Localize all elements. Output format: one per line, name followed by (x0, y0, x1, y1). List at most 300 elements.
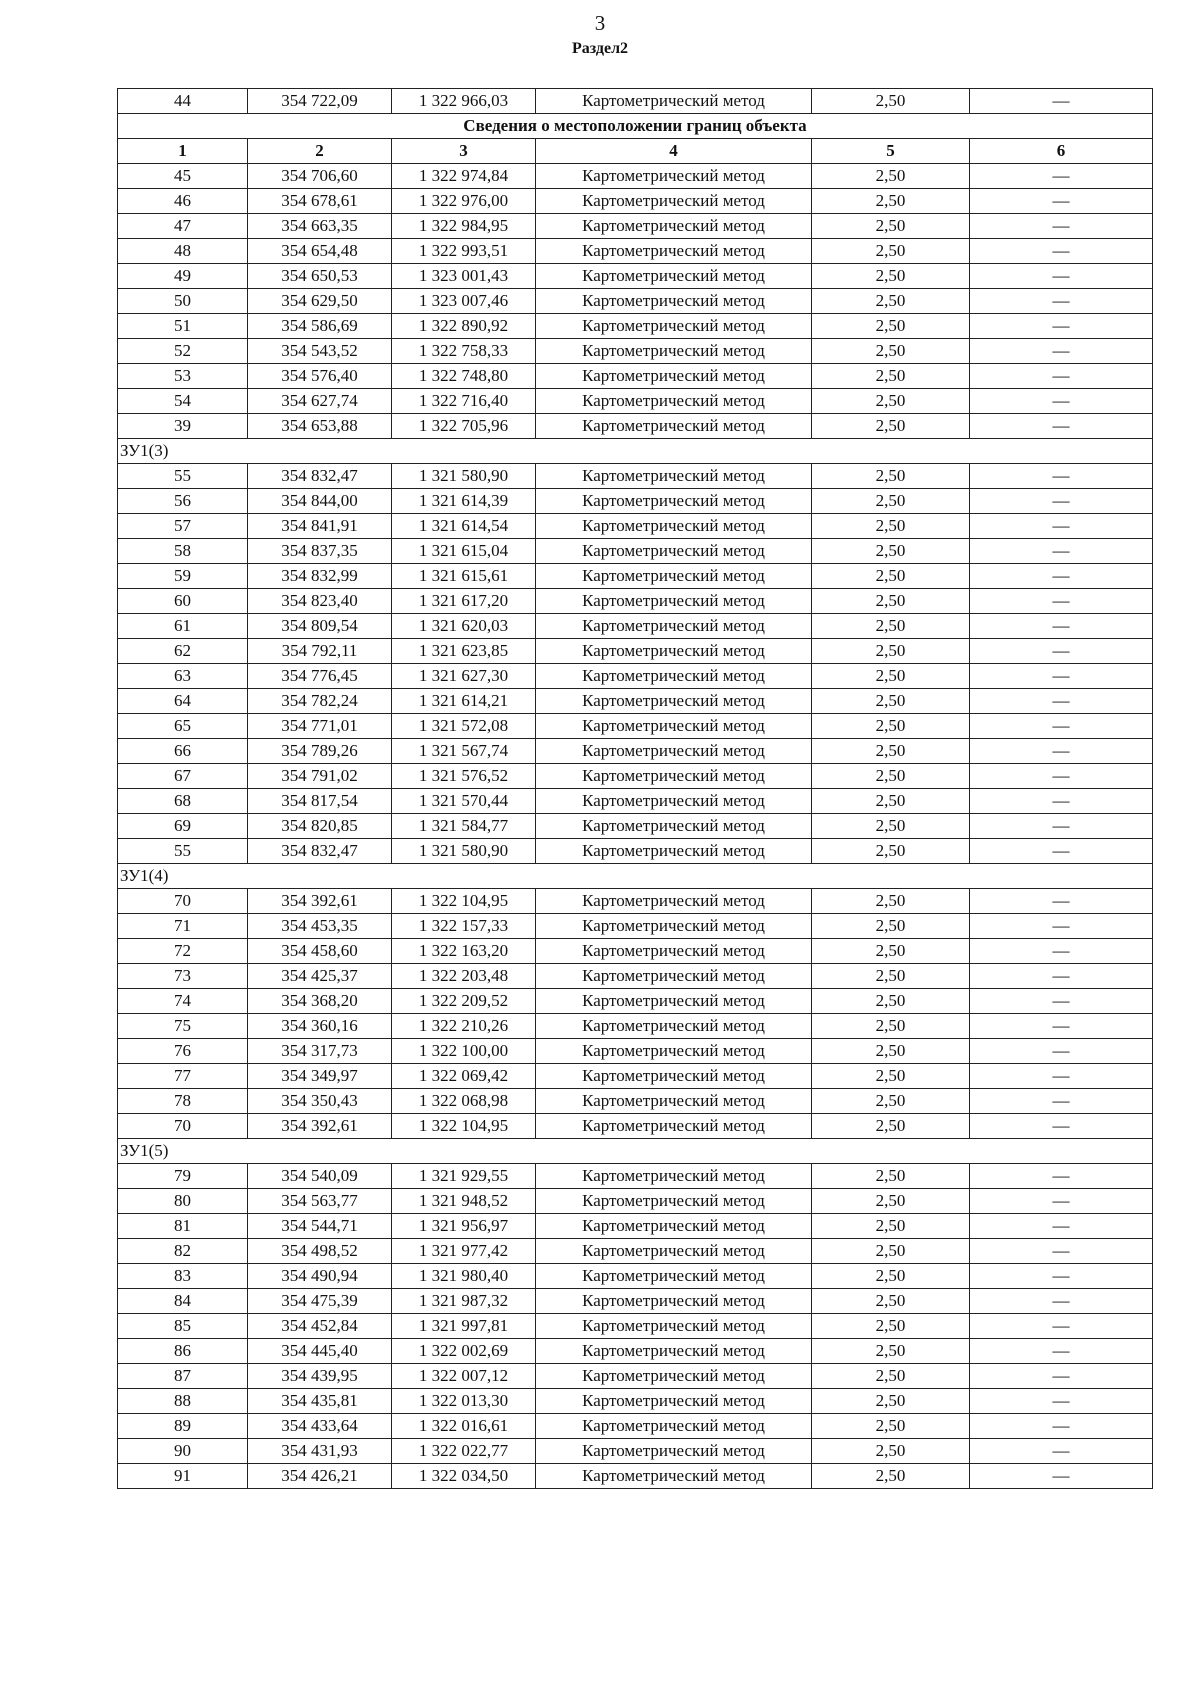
y-coordinate-cell: 1 321 627,30 (392, 664, 536, 689)
table-row (118, 739, 1153, 764)
precision-cell: 2,50 (812, 1364, 970, 1389)
table-row (118, 1314, 1153, 1339)
method-cell: Картометрический метод (536, 189, 812, 214)
precision-cell: 2,50 (812, 914, 970, 939)
table-row (118, 464, 1153, 489)
point-number-cell: 50 (118, 289, 248, 314)
note-cell: — (970, 814, 1153, 839)
note-cell: — (970, 589, 1153, 614)
y-coordinate-cell: 1 322 705,96 (392, 414, 536, 439)
note-cell: — (970, 839, 1153, 864)
point-number-cell: 61 (118, 614, 248, 639)
page-number: 3 (594, 11, 606, 35)
table-row (118, 314, 1153, 339)
y-coordinate-cell: 1 322 966,03 (392, 89, 536, 114)
table-row (118, 89, 1153, 114)
y-coordinate-cell: 1 322 002,69 (392, 1339, 536, 1364)
table-row (118, 889, 1153, 914)
y-coordinate-cell: 1 323 007,46 (392, 289, 536, 314)
table-row (118, 764, 1153, 789)
table-body (118, 89, 1153, 1489)
note-cell: — (970, 1014, 1153, 1039)
precision-cell: 2,50 (812, 289, 970, 314)
precision-cell: 2,50 (812, 714, 970, 739)
table-row (118, 189, 1153, 214)
method-cell: Картометрический метод (536, 1464, 812, 1489)
precision-cell: 2,50 (812, 989, 970, 1014)
y-coordinate-cell: 1 321 977,42 (392, 1239, 536, 1264)
y-coordinate-cell: 1 322 007,12 (392, 1364, 536, 1389)
note-cell: — (970, 1339, 1153, 1364)
table-row (118, 964, 1153, 989)
table-row (118, 589, 1153, 614)
point-number-cell: 70 (118, 1114, 248, 1139)
point-number-cell: 82 (118, 1239, 248, 1264)
y-coordinate-cell: 1 321 614,39 (392, 489, 536, 514)
x-coordinate-cell: 354 543,52 (248, 339, 392, 364)
note-cell: — (970, 1389, 1153, 1414)
precision-cell: 2,50 (812, 1339, 970, 1364)
table-row (118, 1439, 1153, 1464)
x-coordinate-cell: 354 317,73 (248, 1039, 392, 1064)
precision-cell: 2,50 (812, 214, 970, 239)
note-cell: — (970, 1364, 1153, 1389)
point-number-cell: 55 (118, 464, 248, 489)
note-cell: — (970, 989, 1153, 1014)
note-cell: — (970, 1264, 1153, 1289)
table-row (118, 1339, 1153, 1364)
point-number-cell: 51 (118, 314, 248, 339)
point-number-cell: 72 (118, 939, 248, 964)
note-cell: — (970, 1164, 1153, 1189)
table-row (118, 789, 1153, 814)
note-cell: — (970, 1314, 1153, 1339)
x-coordinate-cell: 354 433,64 (248, 1414, 392, 1439)
table-row (118, 939, 1153, 964)
point-number-cell: 39 (118, 414, 248, 439)
precision-cell: 2,50 (812, 639, 970, 664)
method-cell: Картометрический метод (536, 1114, 812, 1139)
x-coordinate-cell: 354 453,35 (248, 914, 392, 939)
precision-cell: 2,50 (812, 1464, 970, 1489)
point-number-cell: 83 (118, 1264, 248, 1289)
x-coordinate-cell: 354 540,09 (248, 1164, 392, 1189)
precision-cell: 2,50 (812, 614, 970, 639)
note-cell: — (970, 364, 1153, 389)
table-row (118, 564, 1153, 589)
x-coordinate-cell: 354 452,84 (248, 1314, 392, 1339)
x-coordinate-cell: 354 439,95 (248, 1364, 392, 1389)
point-number-cell: 55 (118, 839, 248, 864)
method-cell: Картометрический метод (536, 589, 812, 614)
method-cell: Картометрический метод (536, 314, 812, 339)
precision-cell: 2,50 (812, 689, 970, 714)
note-cell: — (970, 1039, 1153, 1064)
table-row (118, 1389, 1153, 1414)
point-number-cell: 56 (118, 489, 248, 514)
note-cell: — (970, 514, 1153, 539)
x-coordinate-cell: 354 350,43 (248, 1089, 392, 1114)
table-row (118, 839, 1153, 864)
column-number-cell: 2 (248, 139, 392, 164)
precision-cell: 2,50 (812, 1164, 970, 1189)
x-coordinate-cell: 354 844,00 (248, 489, 392, 514)
x-coordinate-cell: 354 792,11 (248, 639, 392, 664)
note-cell: — (970, 214, 1153, 239)
note-cell: — (970, 689, 1153, 714)
x-coordinate-cell: 354 817,54 (248, 789, 392, 814)
note-cell: — (970, 1114, 1153, 1139)
y-coordinate-cell: 1 321 614,21 (392, 689, 536, 714)
method-cell: Картометрический метод (536, 939, 812, 964)
method-cell: Картометрический метод (536, 1314, 812, 1339)
precision-cell: 2,50 (812, 1239, 970, 1264)
x-coordinate-cell: 354 563,77 (248, 1189, 392, 1214)
note-cell: — (970, 664, 1153, 689)
x-coordinate-cell: 354 629,50 (248, 289, 392, 314)
y-coordinate-cell: 1 322 758,33 (392, 339, 536, 364)
y-coordinate-cell: 1 321 980,40 (392, 1264, 536, 1289)
section-label: ЗУ1(5) (118, 1139, 1153, 1164)
precision-cell: 2,50 (812, 1389, 970, 1414)
y-coordinate-cell: 1 322 016,61 (392, 1414, 536, 1439)
precision-cell: 2,50 (812, 239, 970, 264)
point-number-cell: 81 (118, 1214, 248, 1239)
x-coordinate-cell: 354 475,39 (248, 1289, 392, 1314)
y-coordinate-cell: 1 322 993,51 (392, 239, 536, 264)
point-number-cell: 89 (118, 1414, 248, 1439)
note-cell: — (970, 789, 1153, 814)
note-cell: — (970, 414, 1153, 439)
y-coordinate-cell: 1 322 890,92 (392, 314, 536, 339)
method-cell: Картометрический метод (536, 989, 812, 1014)
precision-cell: 2,50 (812, 789, 970, 814)
x-coordinate-cell: 354 445,40 (248, 1339, 392, 1364)
precision-cell: 2,50 (812, 1014, 970, 1039)
precision-cell: 2,50 (812, 814, 970, 839)
point-number-cell: 65 (118, 714, 248, 739)
point-number-cell: 74 (118, 989, 248, 1014)
y-coordinate-cell: 1 321 615,61 (392, 564, 536, 589)
point-number-cell: 58 (118, 539, 248, 564)
method-cell: Картометрический метод (536, 1064, 812, 1089)
y-coordinate-cell: 1 321 623,85 (392, 639, 536, 664)
table-row (118, 1214, 1153, 1239)
point-number-cell: 57 (118, 514, 248, 539)
precision-cell: 2,50 (812, 264, 970, 289)
x-coordinate-cell: 354 426,21 (248, 1464, 392, 1489)
note-cell: — (970, 289, 1153, 314)
x-coordinate-cell: 354 791,02 (248, 764, 392, 789)
point-number-cell: 48 (118, 239, 248, 264)
x-coordinate-cell: 354 653,88 (248, 414, 392, 439)
table-row (118, 1239, 1153, 1264)
method-cell: Картометрический метод (536, 1039, 812, 1064)
y-coordinate-cell: 1 321 614,54 (392, 514, 536, 539)
y-coordinate-cell: 1 321 567,74 (392, 739, 536, 764)
y-coordinate-cell: 1 322 203,48 (392, 964, 536, 989)
x-coordinate-cell: 354 650,53 (248, 264, 392, 289)
point-number-cell: 49 (118, 264, 248, 289)
y-coordinate-cell: 1 322 984,95 (392, 214, 536, 239)
x-coordinate-cell: 354 809,54 (248, 614, 392, 639)
y-coordinate-cell: 1 321 584,77 (392, 814, 536, 839)
precision-cell: 2,50 (812, 164, 970, 189)
precision-cell: 2,50 (812, 314, 970, 339)
table-row (118, 1364, 1153, 1389)
x-coordinate-cell: 354 368,20 (248, 989, 392, 1014)
point-number-cell: 67 (118, 764, 248, 789)
precision-cell: 2,50 (812, 364, 970, 389)
method-cell: Картометрический метод (536, 1389, 812, 1414)
point-number-cell: 62 (118, 639, 248, 664)
table-row (118, 339, 1153, 364)
note-cell: — (970, 639, 1153, 664)
method-cell: Картометрический метод (536, 689, 812, 714)
x-coordinate-cell: 354 820,85 (248, 814, 392, 839)
method-cell: Картометрический метод (536, 339, 812, 364)
column-number-cell: 3 (392, 139, 536, 164)
point-number-cell: 44 (118, 89, 248, 114)
note-cell: — (970, 389, 1153, 414)
table-row (118, 264, 1153, 289)
note-cell: — (970, 739, 1153, 764)
note-cell: — (970, 1414, 1153, 1439)
x-coordinate-cell: 354 654,48 (248, 239, 392, 264)
method-cell: Картометрический метод (536, 664, 812, 689)
x-coordinate-cell: 354 425,37 (248, 964, 392, 989)
y-coordinate-cell: 1 321 929,55 (392, 1164, 536, 1189)
x-coordinate-cell: 354 576,40 (248, 364, 392, 389)
table-row (118, 639, 1153, 664)
y-coordinate-cell: 1 321 615,04 (392, 539, 536, 564)
table-row (118, 1039, 1153, 1064)
table-row (118, 239, 1153, 264)
y-coordinate-cell: 1 322 069,42 (392, 1064, 536, 1089)
point-number-cell: 69 (118, 814, 248, 839)
column-number-cell: 1 (118, 139, 248, 164)
point-number-cell: 73 (118, 964, 248, 989)
section-label-row (118, 864, 1153, 889)
note-cell: — (970, 1064, 1153, 1089)
y-coordinate-cell: 1 322 013,30 (392, 1389, 536, 1414)
table-row (118, 689, 1153, 714)
table-row (118, 1114, 1153, 1139)
y-coordinate-cell: 1 322 748,80 (392, 364, 536, 389)
method-cell: Картометрический метод (536, 1189, 812, 1214)
table-row (118, 664, 1153, 689)
table-row (118, 214, 1153, 239)
method-cell: Картометрический метод (536, 214, 812, 239)
method-cell: Картометрический метод (536, 839, 812, 864)
method-cell: Картометрический метод (536, 1364, 812, 1389)
precision-cell: 2,50 (812, 1114, 970, 1139)
y-coordinate-cell: 1 322 716,40 (392, 389, 536, 414)
x-coordinate-cell: 354 837,35 (248, 539, 392, 564)
point-number-cell: 71 (118, 914, 248, 939)
method-cell: Картометрический метод (536, 164, 812, 189)
method-cell: Картометрический метод (536, 1414, 812, 1439)
section-title: Раздел2 (571, 40, 629, 57)
column-number-cell: 6 (970, 139, 1153, 164)
note-cell: — (970, 89, 1153, 114)
note-cell: — (970, 1089, 1153, 1114)
y-coordinate-cell: 1 321 576,52 (392, 764, 536, 789)
x-coordinate-cell: 354 823,40 (248, 589, 392, 614)
table-row (118, 539, 1153, 564)
precision-cell: 2,50 (812, 1314, 970, 1339)
table-row (118, 364, 1153, 389)
y-coordinate-cell: 1 322 068,98 (392, 1089, 536, 1114)
y-coordinate-cell: 1 322 104,95 (392, 1114, 536, 1139)
point-number-cell: 85 (118, 1314, 248, 1339)
note-cell: — (970, 189, 1153, 214)
x-coordinate-cell: 354 841,91 (248, 514, 392, 539)
point-number-cell: 53 (118, 364, 248, 389)
table-caption-row (118, 114, 1153, 139)
point-number-cell: 45 (118, 164, 248, 189)
section-label-row (118, 439, 1153, 464)
x-coordinate-cell: 354 498,52 (248, 1239, 392, 1264)
x-coordinate-cell: 354 663,35 (248, 214, 392, 239)
precision-cell: 2,50 (812, 414, 970, 439)
y-coordinate-cell: 1 321 987,32 (392, 1289, 536, 1314)
method-cell: Картометрический метод (536, 464, 812, 489)
y-coordinate-cell: 1 322 104,95 (392, 889, 536, 914)
y-coordinate-cell: 1 322 210,26 (392, 1014, 536, 1039)
precision-cell: 2,50 (812, 389, 970, 414)
point-number-cell: 77 (118, 1064, 248, 1089)
precision-cell: 2,50 (812, 739, 970, 764)
y-coordinate-cell: 1 321 997,81 (392, 1314, 536, 1339)
x-coordinate-cell: 354 789,26 (248, 739, 392, 764)
x-coordinate-cell: 354 771,01 (248, 714, 392, 739)
point-number-cell: 63 (118, 664, 248, 689)
point-number-cell: 78 (118, 1089, 248, 1114)
point-number-cell: 86 (118, 1339, 248, 1364)
boundary-coordinates-table (117, 88, 1153, 1489)
note-cell: — (970, 339, 1153, 364)
method-cell: Картометрический метод (536, 389, 812, 414)
note-cell: — (970, 1214, 1153, 1239)
note-cell: — (970, 889, 1153, 914)
precision-cell: 2,50 (812, 489, 970, 514)
y-coordinate-cell: 1 322 974,84 (392, 164, 536, 189)
method-cell: Картометрический метод (536, 1014, 812, 1039)
table-row (118, 714, 1153, 739)
x-coordinate-cell: 354 627,74 (248, 389, 392, 414)
method-cell: Картометрический метод (536, 1439, 812, 1464)
y-coordinate-cell: 1 323 001,43 (392, 264, 536, 289)
method-cell: Картометрический метод (536, 914, 812, 939)
method-cell: Картометрический метод (536, 539, 812, 564)
precision-cell: 2,50 (812, 1089, 970, 1114)
precision-cell: 2,50 (812, 664, 970, 689)
point-number-cell: 68 (118, 789, 248, 814)
note-cell: — (970, 964, 1153, 989)
precision-cell: 2,50 (812, 1064, 970, 1089)
precision-cell: 2,50 (812, 589, 970, 614)
column-number-row (118, 139, 1153, 164)
x-coordinate-cell: 354 435,81 (248, 1389, 392, 1414)
method-cell: Картометрический метод (536, 364, 812, 389)
method-cell: Картометрический метод (536, 1089, 812, 1114)
y-coordinate-cell: 1 322 034,50 (392, 1464, 536, 1489)
x-coordinate-cell: 354 349,97 (248, 1064, 392, 1089)
precision-cell: 2,50 (812, 1214, 970, 1239)
note-cell: — (970, 239, 1153, 264)
x-coordinate-cell: 354 722,09 (248, 89, 392, 114)
method-cell: Картометрический метод (536, 489, 812, 514)
method-cell: Картометрический метод (536, 414, 812, 439)
precision-cell: 2,50 (812, 939, 970, 964)
precision-cell: 2,50 (812, 339, 970, 364)
y-coordinate-cell: 1 321 580,90 (392, 464, 536, 489)
table-row (118, 489, 1153, 514)
precision-cell: 2,50 (812, 89, 970, 114)
note-cell: — (970, 264, 1153, 289)
y-coordinate-cell: 1 321 956,97 (392, 1214, 536, 1239)
method-cell: Картометрический метод (536, 789, 812, 814)
x-coordinate-cell: 354 392,61 (248, 1114, 392, 1139)
method-cell: Картометрический метод (536, 614, 812, 639)
note-cell: — (970, 314, 1153, 339)
precision-cell: 2,50 (812, 1439, 970, 1464)
method-cell: Картометрический метод (536, 89, 812, 114)
method-cell: Картометрический метод (536, 714, 812, 739)
x-coordinate-cell: 354 360,16 (248, 1014, 392, 1039)
note-cell: — (970, 1289, 1153, 1314)
method-cell: Картометрический метод (536, 1339, 812, 1364)
precision-cell: 2,50 (812, 889, 970, 914)
x-coordinate-cell: 354 782,24 (248, 689, 392, 714)
y-coordinate-cell: 1 322 157,33 (392, 914, 536, 939)
method-cell: Картометрический метод (536, 814, 812, 839)
x-coordinate-cell: 354 678,61 (248, 189, 392, 214)
section-label: ЗУ1(4) (118, 864, 1153, 889)
point-number-cell: 80 (118, 1189, 248, 1214)
precision-cell: 2,50 (812, 1189, 970, 1214)
point-number-cell: 66 (118, 739, 248, 764)
precision-cell: 2,50 (812, 539, 970, 564)
y-coordinate-cell: 1 321 572,08 (392, 714, 536, 739)
method-cell: Картометрический метод (536, 1164, 812, 1189)
section-label: ЗУ1(3) (118, 439, 1153, 464)
x-coordinate-cell: 354 431,93 (248, 1439, 392, 1464)
point-number-cell: 91 (118, 1464, 248, 1489)
method-cell: Картометрический метод (536, 289, 812, 314)
precision-cell: 2,50 (812, 764, 970, 789)
table-row (118, 1164, 1153, 1189)
point-number-cell: 90 (118, 1439, 248, 1464)
precision-cell: 2,50 (812, 464, 970, 489)
point-number-cell: 59 (118, 564, 248, 589)
note-cell: — (970, 164, 1153, 189)
table-row (118, 289, 1153, 314)
x-coordinate-cell: 354 490,94 (248, 1264, 392, 1289)
table-row (118, 914, 1153, 939)
method-cell: Картометрический метод (536, 639, 812, 664)
method-cell: Картометрический метод (536, 1289, 812, 1314)
y-coordinate-cell: 1 322 163,20 (392, 939, 536, 964)
x-coordinate-cell: 354 776,45 (248, 664, 392, 689)
column-number-cell: 4 (536, 139, 812, 164)
x-coordinate-cell: 354 706,60 (248, 164, 392, 189)
method-cell: Картометрический метод (536, 889, 812, 914)
table-row (118, 1089, 1153, 1114)
table-row (118, 614, 1153, 639)
method-cell: Картометрический метод (536, 264, 812, 289)
